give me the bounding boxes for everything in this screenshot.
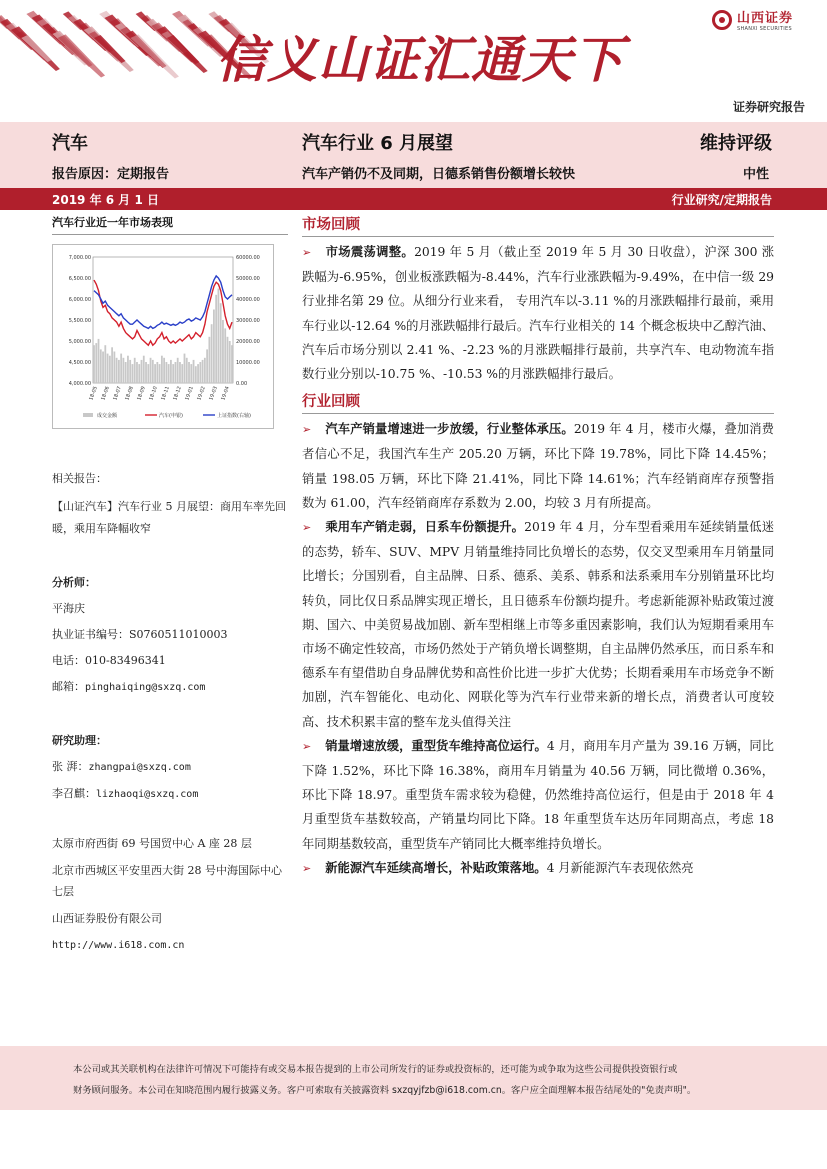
volume-bar — [224, 328, 226, 383]
volume-bar — [159, 364, 161, 383]
assistant-block — [52, 728, 288, 808]
volume-bar — [143, 356, 145, 383]
left-axis-tick-label: 6,000.00 — [68, 297, 91, 303]
volume-bar — [125, 362, 127, 383]
chart-svg — [53, 245, 275, 430]
company-url[interactable]: http://www.i618.com.cn — [52, 940, 185, 951]
volume-bar — [147, 364, 149, 383]
analyst-cert: 执业证书编号：S0760511010003 — [52, 628, 228, 641]
volume-bar — [156, 362, 158, 383]
rating-value: 中性 — [742, 167, 769, 182]
volume-bar — [134, 358, 136, 383]
volume-bar — [215, 295, 217, 383]
industry-paragraph-2 — [302, 515, 774, 734]
volume-bar — [132, 364, 134, 383]
assistant-label: 研究助理： — [52, 734, 107, 747]
volume-bar — [179, 362, 181, 383]
volume-bar — [213, 310, 215, 384]
ribbon-streak — [21, 35, 51, 62]
volume-bar — [154, 364, 156, 383]
volume-bar — [188, 362, 190, 383]
paragraph-lead: 新能源汽车延续高增长，补贴政策落地。 — [325, 860, 547, 875]
left-axis-tick-label: 5,000.00 — [68, 339, 91, 345]
x-axis-tick-label: 18-08 — [124, 385, 135, 402]
volume-bar — [197, 364, 199, 383]
x-axis-tick-label: 18-05 — [88, 385, 99, 402]
x-axis-tick-label: 18-09 — [136, 385, 147, 402]
right-axis-tick-label: 60000.00 — [236, 255, 260, 261]
sector-label: 汽车 — [52, 133, 88, 154]
volume-bar — [177, 358, 179, 383]
paragraph-body: 2019 年 4 月，楼市火爆，叠加消费者信心不足，我国汽车生产 205.20 万辆，环比下降 19.78%，同比下降 14.45%；销量 198.05 万辆，环比下降 21.41%，同比下降 14.61%；汽车经销商库存预警指数为 61.00，汽车经销商库存系数为 2.00，均较 3 月有所提高。 — [302, 422, 774, 510]
x-axis-tick-label: 19-02 — [196, 385, 207, 402]
left-column — [52, 214, 288, 429]
volume-bar — [163, 358, 165, 383]
volume-bar — [152, 360, 154, 383]
volume-bar — [161, 356, 163, 383]
volume-bar — [107, 354, 109, 383]
logo-name-en: SHANXI SECURITIES — [737, 26, 792, 32]
paragraph-body: 4 月新能源汽车表现依然亮 — [546, 860, 694, 875]
main-content — [302, 213, 774, 881]
volume-bar — [141, 360, 143, 383]
analyst-name: 平海庆 — [52, 602, 85, 615]
x-axis-tick-label: 18-12 — [172, 385, 183, 402]
volume-bar — [100, 349, 102, 383]
volume-bar — [98, 339, 100, 383]
related-label: 相关报告： — [52, 472, 107, 485]
industry-paragraph-1 — [302, 417, 774, 515]
header-banner — [0, 0, 827, 122]
volume-bar — [123, 358, 125, 383]
volume-bar — [181, 364, 183, 383]
related-report-link[interactable]: 【山证汽车】汽车行业 5 月展望：商用车率先回暖，乘用车降幅收窄 — [52, 500, 286, 535]
volume-bar — [120, 354, 122, 383]
volume-bar — [165, 362, 167, 383]
market-performance-chart — [52, 244, 274, 429]
assistant-2-name: 李召麒： — [52, 787, 96, 800]
x-axis-tick-label: 19-01 — [184, 385, 195, 402]
left-axis-tick-label: 6,500.00 — [68, 276, 91, 282]
chart-caption: 汽车行业近一年市场表现 — [52, 214, 288, 235]
right-axis-tick-label: 10000.00 — [236, 360, 260, 366]
title-band — [0, 122, 827, 188]
assistant-2 — [52, 781, 288, 808]
x-axis-tick-label: 18-07 — [112, 385, 123, 402]
bullet-arrow-icon: ➢ — [302, 246, 312, 259]
legend-swatch — [83, 413, 93, 417]
volume-bar — [195, 366, 197, 383]
document-type: 证券研究报告 — [732, 100, 805, 114]
paragraph-body: 2019 年 4 月，分车型看乘用车延续销量低迷的态势，轿车、SUV、MPV 月销量维持同比负增长的态势，仅交叉型乘用车月销量同比增长；分国别看，自主品牌、日系、德系、美系、韩系和法系乘用车分别销量环比均转负，同比仅日系品牌实现正增长，且日德系车份额均提升。考虑新能源补贴政策过渡期、国六、中美贸易战加剧、新车型相继上市等多重因素影响，我们认为短期看乘用车市场不确定性较高，市场仍然处于产销负增长调整期，自主品牌仍然承压，而日系车和德系车有望借助自身品牌优势和高性价比进一步扩大优势；长期看乘用车市场竞争不断加剧，汽车智能化、电动化、网联化等为汽车行业带来新的增长点，消费者认可度较高、技术积累丰富的整车龙头值得关注 — [302, 520, 774, 729]
analyst-email[interactable]: pinghaiqing@sxzq.com — [85, 682, 206, 693]
paragraph-lead: 销量增速放缓，重型货车维持高位运行。 — [325, 738, 547, 753]
legend-label: 上证指数(右轴) — [217, 413, 251, 419]
bullet-arrow-icon: ➢ — [302, 739, 312, 753]
volume-bar — [138, 364, 140, 383]
volume-bar — [190, 364, 192, 383]
section-heading-industry: 行业回顾 — [302, 390, 774, 414]
volume-bar — [227, 337, 229, 383]
right-axis-tick-label: 40000.00 — [236, 297, 260, 303]
volume-bar — [136, 362, 138, 383]
volume-bar — [172, 364, 174, 383]
volume-bar — [102, 352, 104, 384]
assistant-1-email[interactable]: zhangpai@sxzq.com — [88, 762, 191, 773]
volume-bar — [208, 337, 210, 383]
paragraph-lead: 汽车产销量增速进一步放缓，行业整体承压。 — [325, 422, 574, 437]
volume-bar — [184, 354, 186, 383]
volume-bar — [193, 360, 195, 383]
legend-label: 汽车(申银) — [159, 413, 183, 419]
analyst-email-row — [52, 674, 288, 701]
volume-bar — [204, 358, 206, 383]
ribbon-streak — [167, 35, 200, 64]
industry-paragraph-4 — [302, 856, 774, 881]
volume-bar — [220, 303, 222, 383]
x-axis-tick-label: 19-03 — [208, 385, 219, 402]
address-block — [52, 833, 288, 956]
disclaimer-line-1: 本公司或其关联机构在法律许可情况下可能持有或交易本报告提到的上市公司所发行的证券或投资标的，还可能为或争取为这些公司提供投资银行或 — [73, 1064, 678, 1075]
volume-bar — [93, 345, 95, 383]
bullet-arrow-icon: ➢ — [302, 521, 312, 535]
address-beijing: 北京市西城区平安里西大街 28 号中海国际中心七层 — [52, 864, 282, 898]
x-axis-tick-label: 19-04 — [220, 385, 231, 402]
right-axis-tick-label: 0.00 — [236, 381, 248, 387]
volume-bar — [104, 345, 106, 383]
left-axis-tick-label: 4,000.00 — [68, 381, 91, 387]
legend-label: 成交金额 — [97, 413, 118, 419]
brand-slogan: 信义山证汇通天下 — [216, 31, 624, 89]
volume-bar — [218, 289, 220, 384]
logo-emblem-icon — [712, 10, 732, 30]
volume-bar — [211, 324, 213, 383]
volume-bar — [111, 347, 113, 383]
assistant-1 — [52, 754, 288, 781]
address-taiyuan: 太原市府西街 69 号国贸中心 A 座 28 层 — [52, 837, 252, 850]
report-reason: 报告原因：定期报告 — [52, 167, 170, 182]
x-axis-tick-label: 18-10 — [148, 385, 159, 402]
analyst-email-label: 邮箱： — [52, 680, 85, 693]
bullet-arrow-icon: ➢ — [302, 861, 312, 875]
volume-bar — [95, 343, 97, 383]
left-axis-tick-label: 5,500.00 — [68, 318, 91, 324]
volume-bar — [127, 356, 129, 383]
section-heading-market: 市场回顾 — [302, 213, 774, 237]
analyst-block — [52, 570, 288, 701]
industry-paragraph-3 — [302, 734, 774, 856]
paragraph-body: 2019 年 5 月（截止至 2019 年 5 月 30 日收盘），沪深 300 涨跌幅为-6.95%，创业板涨跌幅为-8.44%，汽车行业涨跌幅为-9.49%，在中信一级 29 行业排名第 29 位。从细分行业来看， 专用汽车以-3.11 %的月涨跌幅排行最前，乘用车行业以-12.64 %的月涨跌幅排行最后。汽车行业相关的 14 个概念板块中乙醇汽油、汽车后市场分别以 2.41 %、-2.23 %的月涨跌幅排行最前，共享汽车、电动物流车指数行业分别以-10.75 %、-10.53 %的月涨跌幅排行最后。 — [302, 245, 774, 382]
assistant-2-email[interactable]: lizhaoqi@sxzq.com — [96, 789, 199, 800]
volume-bar — [116, 358, 118, 383]
volume-bar — [129, 360, 131, 383]
volume-bar — [150, 358, 152, 383]
volume-bar — [199, 362, 201, 383]
volume-bar — [170, 360, 172, 383]
report-category: 行业研究/定期报告 — [671, 193, 772, 207]
volume-bar — [113, 352, 115, 384]
date-band — [0, 188, 827, 210]
volume-bar — [145, 362, 147, 383]
ribbon-streak — [94, 35, 126, 63]
paragraph-lead: 市场震荡调整。 — [325, 245, 415, 259]
right-axis-tick-label: 30000.00 — [236, 318, 260, 324]
volume-bar — [206, 349, 208, 383]
disclaimer-footer — [0, 1046, 827, 1110]
volume-bar — [175, 362, 177, 383]
bullet-arrow-icon: ➢ — [302, 423, 312, 437]
right-axis-tick-label: 20000.00 — [236, 339, 260, 345]
left-axis-tick-label: 4,500.00 — [68, 360, 91, 366]
company-name: 山西证券股份有限公司 — [52, 912, 162, 925]
volume-bar — [231, 345, 233, 383]
market-review-paragraph — [302, 240, 774, 386]
related-reports — [52, 466, 288, 540]
volume-bar — [118, 360, 120, 383]
x-axis-tick-label: 18-06 — [100, 385, 111, 402]
analyst-phone: 电话：010-83496341 — [52, 654, 166, 667]
volume-bar — [109, 356, 111, 383]
report-subtitle: 汽车产销仍不及同期，日德系销售份额增长较快 — [302, 167, 576, 182]
volume-bar — [168, 364, 170, 383]
rating-label: 维持评级 — [700, 133, 772, 154]
report-title: 汽车行业 6 月展望 — [302, 133, 454, 154]
volume-bar — [222, 320, 224, 383]
right-axis-tick-label: 50000.00 — [236, 276, 260, 282]
paragraph-body: 4 月，商用车月产量为 39.16 万辆，同比下降 1.52%，环比下降 16.38%，商用车月销量为 40.56 万辆，同比微增 0.36%，环比下降 18.97。重型货车需求较为稳健，仍然维持高位运行，但是由于 2018 年 4 月重型货车基数较高，产销量均同比下降。18 年重型货车达历年同期高点，考虑 18 年同期基数较高，重型货车产销同比大概率维持负增长。 — [302, 738, 774, 851]
volume-bar — [186, 358, 188, 383]
x-axis-tick-label: 18-11 — [160, 385, 171, 402]
report-date: 2019 年 6 月 1 日 — [52, 193, 159, 207]
company-logo — [712, 7, 793, 32]
volume-bar — [229, 341, 231, 383]
logo-name-cn: 山西证券 — [737, 11, 794, 26]
disclaimer-line-2: 财务顾问服务。本公司在知晓范围内履行披露义务。客户可索取有关披露资料 sxzqyjfzb@i618.com.cn。客户应全面理解本报告结尾处的"免责声明"。 — [73, 1085, 697, 1096]
paragraph-lead: 乘用车产销走弱，日系车份额提升。 — [325, 520, 525, 535]
volume-bar — [202, 360, 204, 383]
analyst-label: 分析师： — [52, 576, 96, 589]
left-axis-tick-label: 7,000.00 — [68, 255, 91, 261]
assistant-1-name: 张 湃： — [52, 760, 89, 773]
